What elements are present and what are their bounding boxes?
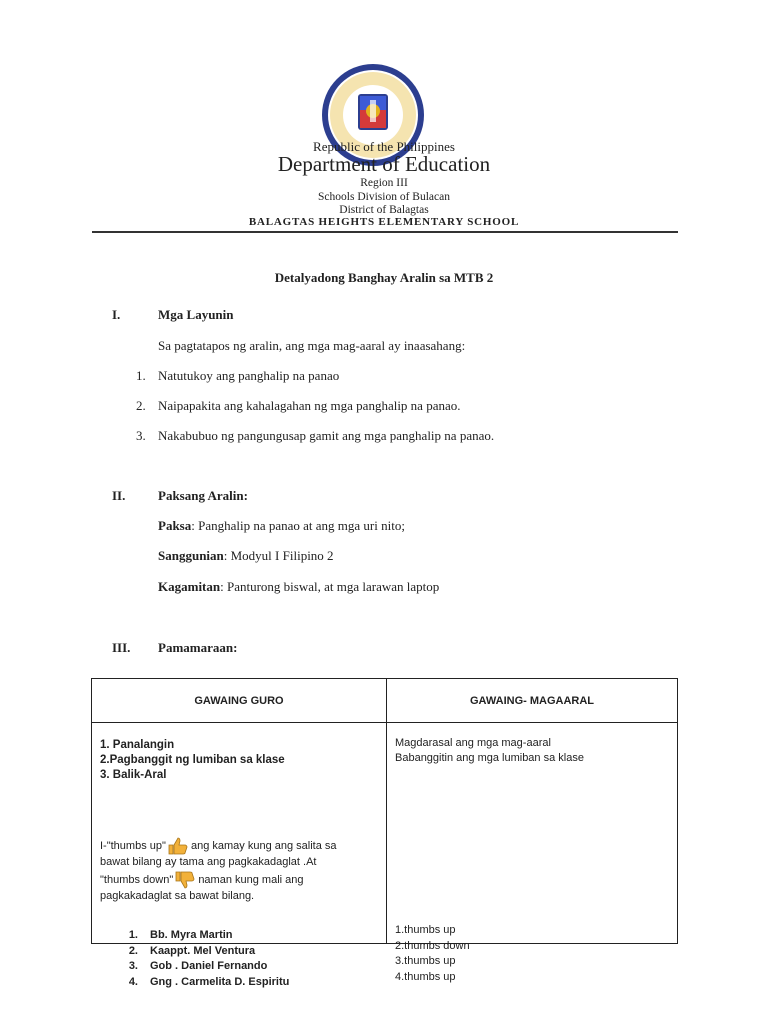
thumbs-up-icon [166,837,188,855]
student-line: Magdarasal ang mga mag-aaral [395,737,551,749]
division-text: Schools Division of Bulacan [318,191,450,203]
paksa-label: Paksa [158,518,192,533]
paksa-line [158,518,405,534]
department-title: Department of Education [277,152,491,176]
teacher-step: 1. Panalangin [100,739,175,751]
school-name: BALAGTAS HEIGHTS ELEMENTARY SCHOOL [248,216,520,228]
section2-number: II. [112,488,126,503]
answer-item: 2.thumbs down [395,939,470,952]
section2-title: Paksang Aralin: [158,488,248,503]
balik-aral-instruction [100,837,380,904]
section1-title: Mga Layunin [158,307,234,322]
answer-item: 3.thumbs up [395,955,456,967]
student-column-header: GAWAING- MAGAARAL [387,679,678,723]
instruction-text: bawat bilang ay tama ang pagkakadaglat .At [100,856,317,868]
teacher-step: 2.Pagbanggit ng lumiban sa klase [100,754,285,766]
instruction-thumbs-up: I-"thumbs up" [100,839,166,852]
student-activity-cell [387,723,678,983]
thumbs-down-icon [173,871,195,889]
objective-number: 3. [136,428,146,443]
section3-title: Pamamaraan: [158,640,238,655]
table-row [92,723,678,944]
teacher-activity-cell [92,723,387,988]
student-lines [395,736,584,766]
objective-text: Nakabubuo ng pangungusap gamit ang mga panghalip na panao. [158,428,495,443]
objective-text: Naipapakita ang kahalagahan ng mga panghalip na panao. [158,398,461,413]
answer-item: 1.thumbs up [395,924,456,936]
teacher-column-header: GAWAING GURO [92,679,387,723]
procedure-table [91,678,678,988]
header-divider [92,231,678,233]
teacher-steps [100,738,285,783]
objectives-intro: Sa pagtatapos ng aralin, ang mga mag-aaral ay inaasahang: [158,338,466,353]
region-text: Region III [360,177,408,189]
abbreviation-list [100,928,380,990]
section1-number: I. [112,307,121,322]
objective-number: 1. [136,368,146,383]
sanggunian-value: : Modyul I Filipino 2 [223,548,334,563]
sanggunian-label: Sanggunian [158,548,224,563]
list-item: 3. Gob . Daniel Fernando [128,960,268,972]
kagamitan-label: Kagamitan [158,579,221,594]
instruction-text: pagkakadaglat sa bawat bilang. [100,889,255,902]
objective-text: Natutukoy ang panghalip na panao [158,368,340,383]
answer-item: 4.thumbs up [395,970,456,983]
kagamitan-line [158,579,439,595]
instruction-text: ang kamay kung ang salita sa [190,839,337,852]
student-line: Babanggitin ang mga lumiban sa klase [395,752,584,764]
paksa-value: : Panghalip na panao at ang mga uri nito; [191,518,405,533]
instruction-text: naman kung mali ang [198,873,304,886]
teacher-step: 3. Balik-Aral [100,769,167,781]
kagamitan-value: : Panturong biswal, at mga larawan laptop [220,579,440,594]
instruction-thumbs-down: "thumbs down" [100,873,174,886]
objective-number: 2. [136,398,146,413]
section3-number: III. [112,640,131,655]
table-header-row [92,679,678,723]
lesson-title: Detalyadong Banghay Aralin sa MTB 2 [274,270,494,285]
list-item: 4. Gng . Carmelita D. Espiritu [128,975,290,988]
list-item: 2. Kaappt. Mel Ventura [128,944,256,957]
republic-text: Republic of the Philippines [313,139,455,154]
list-item: 1. Bb. Myra Martin [128,929,233,941]
district-text: District of Balagtas [339,204,429,216]
sanggunian-line [158,548,334,564]
student-answers [395,923,470,985]
